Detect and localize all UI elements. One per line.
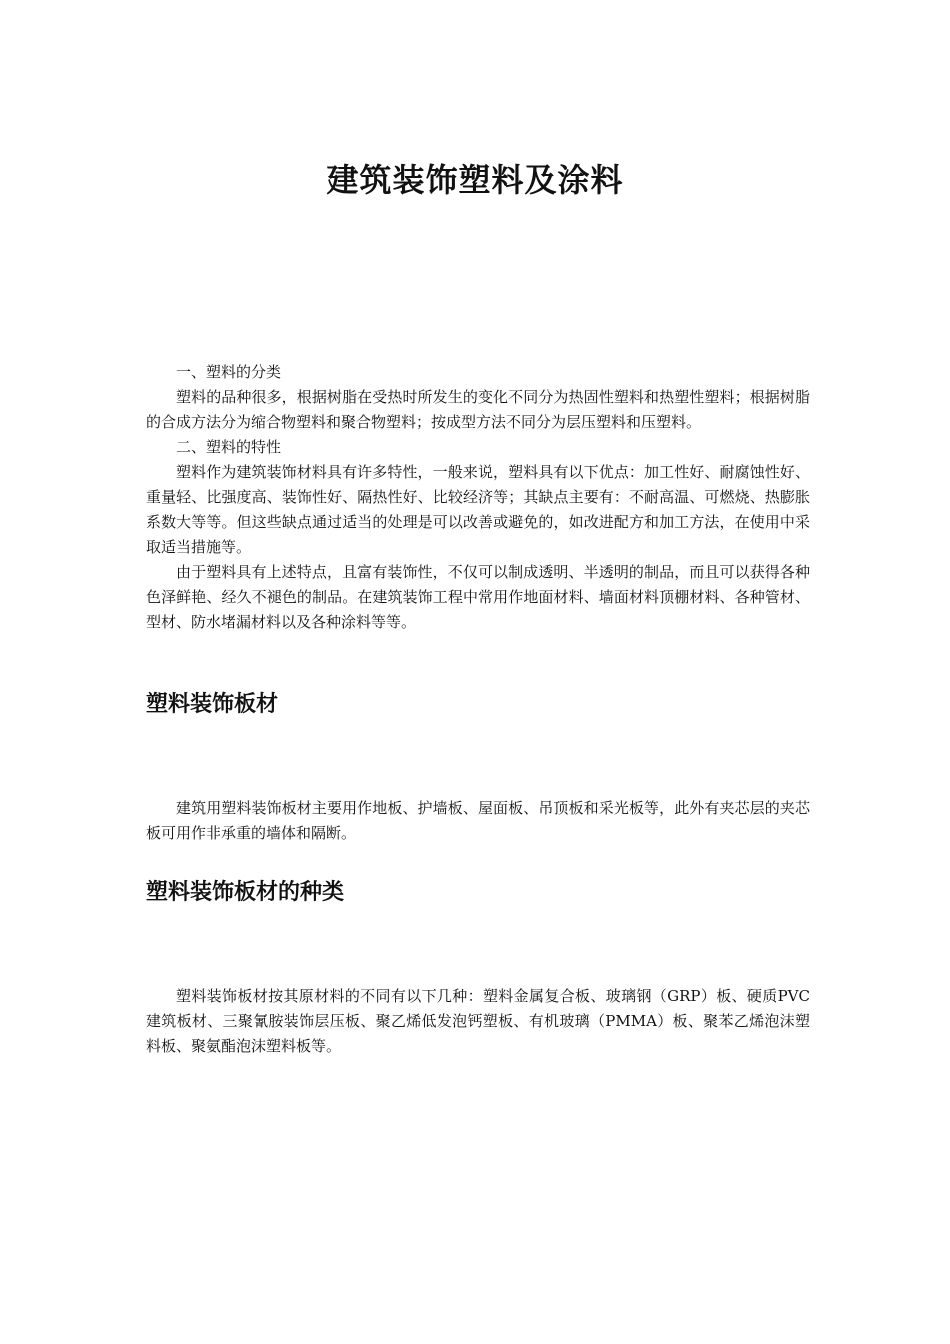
section-body-panel-types [146, 984, 810, 1059]
section-heading-decorative-panels: 塑料装饰板材 [146, 692, 279, 717]
intro-heading-properties: 二、塑料的特性 [176, 438, 282, 456]
intro-paragraph-classification: 塑料的品种很多，根据树脂在受热时所发生的变化不同分为热固性塑料和热塑性塑料；根据树脂的合成方法分为缩合物塑料和聚合物塑料；按成型方法不同分为层压塑料和压塑料。 [146, 388, 810, 431]
section-body-decorative-panels [146, 796, 810, 846]
intro-paragraph-applications: 由于塑料具有上述特点，且富有装饰性，不仅可以制成透明、半透明的制品，而且可以获得各种色泽鲜艳、经久不褪色的制品。在建筑装饰工程中常用作地面材料、墙面材料顶棚材料、各种管材、型材、防水堵漏材料以及各种涂料等等。 [146, 563, 810, 631]
intro-heading-classification: 一、塑料的分类 [176, 363, 282, 381]
section-heading-panel-types: 塑料装饰板材的种类 [146, 880, 345, 905]
document-title: 建筑装饰塑料及涂料 [326, 161, 624, 199]
intro-section [146, 360, 810, 635]
section1-paragraph: 建筑用塑料装饰板材主要用作地板、护墙板、屋面板、吊顶板和采光板等，此外有夹芯层的夹芯板可用作非承重的墙体和隔断。 [146, 799, 810, 842]
section2-paragraph: 塑料装饰板材按其原材料的不同有以下几种：塑料金属复合板、玻璃钢（GRP）板、硬质PVC建筑板材、三聚氰胺装饰层压板、聚乙烯低发泡钙塑板、有机玻璃（PMMA）板、聚苯乙烯泡沫塑料板、聚氨酯泡沫塑料板等。 [146, 987, 810, 1055]
intro-paragraph-properties: 塑料作为建筑装饰材料具有许多特性，一般来说，塑料具有以下优点：加工性好、耐腐蚀性好、重量轻、比强度高、装饰性好、隔热性好、比较经济等；其缺点主要有：不耐高温、可燃烧、热膨胀系数大等等。但这些缺点通过适当的处理是可以改善或避免的，如改进配方和加工方法，在使用中采取适当措施等。 [146, 463, 810, 556]
